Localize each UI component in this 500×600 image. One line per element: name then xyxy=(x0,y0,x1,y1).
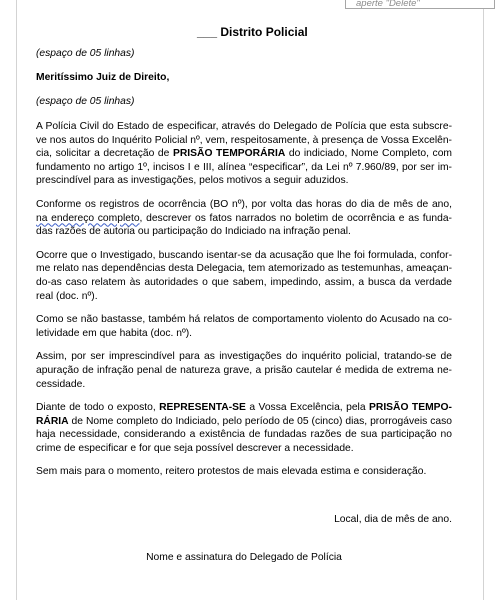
body-paragraph xyxy=(36,401,452,455)
text-run: Sem mais para o momento, reitero protestos de mais elevada estima e consideração. xyxy=(36,466,427,478)
text-box[interactable] xyxy=(345,0,495,9)
page-left-edge xyxy=(16,0,17,600)
paragraph-line xyxy=(36,249,452,263)
bold-text-run: PRISÃO TEMPO- xyxy=(369,402,452,414)
paragraph-line xyxy=(36,161,452,175)
paragraph-line xyxy=(36,378,452,392)
paragraph-line xyxy=(36,147,452,161)
bold-text-run: RÁRIA xyxy=(36,415,69,427)
paragraph-line xyxy=(36,313,452,327)
text-run: , descrever os fatos narrados no boletim de ocorrência e as funda- xyxy=(139,212,452,224)
text-box-label: aperte "Delete" xyxy=(356,0,420,9)
text-run: crime de especificar e for que seja possível descrever a necessidade. xyxy=(36,442,354,454)
text-run: letividade em que habita (doc. nº). xyxy=(36,327,193,339)
text-run: de Nome completo do Indiciado, pelo período de 05 (cinco) dias, prorrogáveis caso xyxy=(68,415,452,427)
signature-line: Nome e assinatura do Delegado de Polícia xyxy=(146,552,342,563)
text-run: cia, solicitar a decretação de xyxy=(36,148,173,160)
text-run: Diante de todo o exposto, xyxy=(36,402,160,414)
body-paragraph xyxy=(36,313,452,340)
addressee-line: Meritíssimo Juiz de Direito, xyxy=(36,72,170,83)
body-paragraph xyxy=(36,120,452,188)
bold-text-run: REPRESENTA-SE xyxy=(159,402,246,414)
text-run: a Vossa Excelência, pela xyxy=(245,402,370,414)
text-run: Como se não bastasse, também há relatos de comportamento violento do Acusado na co- xyxy=(36,314,452,326)
text-run: ve nos autos do Inquérito Policial nº, vem, respeitosamente, à presença de Vossa Excelên- xyxy=(36,134,452,146)
spacing-note: (espaço de 05 linhas) xyxy=(36,48,135,59)
place-date-line: Local, dia de mês de ano. xyxy=(334,514,452,525)
text-run: Conforme os registros de ocorrência (BO nº), por volta das horas do dia de mês de ano, xyxy=(36,198,452,210)
paragraph-line xyxy=(36,225,452,239)
text-run: do indiciado, Nome Completo, com xyxy=(285,148,452,160)
text-run: Ocorre que o Investigado, buscando isentar-se da acusação que lhe foi formulada, confor- xyxy=(36,249,452,261)
text-run: real (doc. nº). xyxy=(36,290,98,302)
page-right-edge xyxy=(483,0,484,600)
paragraph-line xyxy=(36,350,452,364)
text-run: me relato nas dependências desta Delegacia, tem atemorizado as testemunhas, ameaçan- xyxy=(36,263,452,275)
paragraph-line xyxy=(36,401,452,415)
paragraph-line xyxy=(36,262,452,276)
paragraph-line xyxy=(36,134,452,148)
text-run: fundamento no artigo 1º, incisos I e III, alínea “especificar”, da Lei nº 7.960/89, por ser im- xyxy=(36,161,452,173)
body-paragraph xyxy=(36,249,452,303)
bold-text-run: PRISÃO TEMPORÁRIA xyxy=(172,148,286,160)
text-run: A Polícia Civil do Estado de especificar, através do Delegado de Polícia que esta subscre- xyxy=(36,121,452,132)
paragraph-line xyxy=(36,428,452,442)
paragraph-line xyxy=(36,290,452,304)
text-run: Assim, por ser imprescindível para as investigações do inquérito policial, tratando-se de xyxy=(36,351,452,363)
text-run: apuração de infração penal de natureza grave, a prisão cautelar é medida de extrema ne- xyxy=(36,364,452,376)
paragraph-line xyxy=(36,276,452,290)
paragraph-line xyxy=(36,120,452,134)
paragraph-line xyxy=(36,327,452,341)
spacing-note: (espaço de 05 linhas) xyxy=(36,96,135,107)
body-paragraph xyxy=(36,465,452,479)
district-heading: ___ Distrito Policial xyxy=(197,25,308,39)
text-run: das razões de autoria ou participação do Indiciado na infração penal. xyxy=(36,226,351,238)
text-run: do-as caso relatem às autoridades o que sabem, impedindo, assim, a busca da verdade xyxy=(36,276,452,288)
text-run: prescindível para as investigações, pelos motivos a seguir aduzidos. xyxy=(36,175,349,187)
body-paragraph xyxy=(36,198,452,239)
body-paragraph xyxy=(36,350,452,391)
paragraph-line xyxy=(36,364,452,378)
paragraph-line xyxy=(36,174,452,188)
grammar-flagged-text: na endereço completo xyxy=(36,212,140,224)
document-body xyxy=(36,120,452,489)
paragraph-line xyxy=(36,415,452,429)
text-run: cessidade. xyxy=(36,378,86,390)
paragraph-line xyxy=(36,198,452,212)
text-run: haja necessidade, considerando a existência de fundadas razões de sua participação no xyxy=(36,429,452,441)
paragraph-line xyxy=(36,465,452,479)
paragraph-line xyxy=(36,212,452,226)
paragraph-line xyxy=(36,442,452,456)
